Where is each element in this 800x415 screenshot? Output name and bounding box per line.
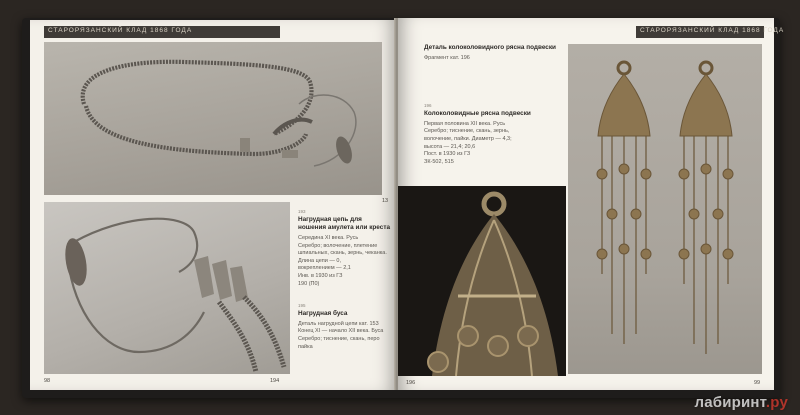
watermark-prefix: лабиринт xyxy=(694,394,766,411)
left-page-number: 98 xyxy=(44,378,51,384)
left-running-head: СТАРОРЯЗАНСКИЙ КЛАД 1868 ГОДА xyxy=(48,27,193,34)
pendant-detail-drawing xyxy=(398,186,566,376)
chain-caption-line: шпиальных, скань, зернь, чеканка. xyxy=(298,250,387,257)
right-page-number: 99 xyxy=(754,380,761,386)
right-footer-number: 196 xyxy=(406,380,416,386)
right-page xyxy=(398,18,785,390)
chain-caption-title: Нагрудная цепь для ношения амулета или креста xyxy=(298,215,391,231)
bead-caption-title: Нагрудная буса xyxy=(298,309,348,317)
pendant-right xyxy=(679,62,733,354)
chain-caption-line: 190 (П0) xyxy=(298,280,320,287)
bead-caption-line: Конец XI — начало XII века. Буса xyxy=(298,328,384,335)
detail-caption xyxy=(424,44,564,63)
pendant-caption-title: Колоколовидные рясна подвески xyxy=(424,109,531,117)
watermark-suffix: .ру xyxy=(765,394,788,411)
chain-caption-line: вокреплением — 2,1 xyxy=(298,265,351,272)
pendant-caption-line: Серебро; тиснение, скань, зернь, xyxy=(424,128,510,135)
pendant-left xyxy=(597,62,651,344)
pendant-caption-line: Первая половина XII века. Русь xyxy=(424,120,506,127)
pendant-caption-line: ЗК-502, 515 xyxy=(424,158,454,165)
pendant-caption-number: 196 xyxy=(424,103,432,108)
pendant-detail-photo xyxy=(398,186,566,376)
chain-caption-number: 193 xyxy=(298,209,306,214)
bead-caption-line: пайка xyxy=(298,343,313,350)
chain-drawing xyxy=(44,42,382,195)
right-running-head: СТАРОРЯЗАНСКИЙ КЛАД 1868 ГОДА xyxy=(640,27,785,34)
clasp-photo xyxy=(44,202,290,374)
chain-caption-line: Серебро; волочение, плетение xyxy=(298,242,378,249)
right-running-head-bar xyxy=(636,26,785,38)
pendants-drawing xyxy=(568,44,762,374)
labirint-watermark xyxy=(694,394,788,411)
pendant-caption-line: волочение, пайки. Диаметр — 4,3; xyxy=(424,135,512,142)
left-footer-number: 194 xyxy=(270,378,280,384)
chain-caption-line: Инв. в 1930 из ГЗ xyxy=(298,272,343,279)
bead-caption xyxy=(298,302,390,351)
chain-caption-line: Середина XI века. Русь xyxy=(298,235,359,241)
pendant-caption xyxy=(424,102,564,166)
detail-caption-reference: Фрагмент кат. 196 xyxy=(424,55,470,62)
pendants-photo xyxy=(568,44,762,374)
bead-caption-number: 195 xyxy=(298,303,306,308)
chain-caption xyxy=(298,208,390,288)
bead-caption-line: Деталь нагрудной цепи кат. 153 xyxy=(298,320,379,327)
chain-photo xyxy=(44,42,382,195)
bead-caption-line: Серебро; тиснение, скань, перо xyxy=(298,335,380,342)
clasp-drawing xyxy=(44,202,290,374)
left-small-number: 13 xyxy=(382,198,389,204)
pendant-caption-line: высота — 21,4; 20,6 xyxy=(424,143,476,150)
detail-caption-title: Деталь колоколовидного рясна подвески xyxy=(424,44,556,51)
pendant-caption-line: Пост. в 1930 из ГЗ xyxy=(424,151,471,158)
chain-caption-line: Длина цепи — 0, xyxy=(298,257,341,264)
left-running-head-bar xyxy=(44,26,280,38)
left-page xyxy=(30,20,396,390)
